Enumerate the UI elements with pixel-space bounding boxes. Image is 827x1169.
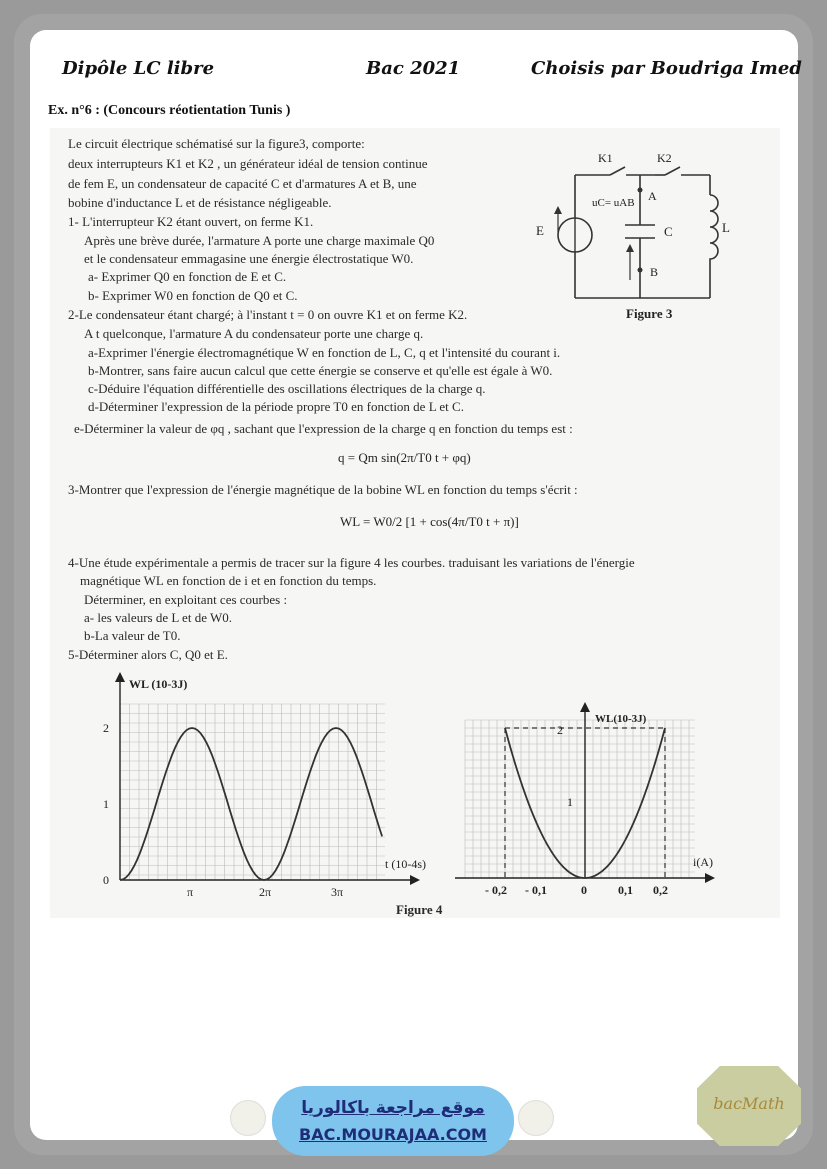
y-axis-label: WL (10-3J)	[129, 677, 188, 691]
figure4-caption: Figure 4	[396, 902, 443, 917]
chart-wl-time	[95, 668, 440, 908]
footer-badge[interactable]	[272, 1086, 514, 1156]
y-tick: 0	[103, 873, 109, 887]
series-wl-time	[120, 728, 382, 880]
question-4a: a- les valeurs de L et de W0.	[84, 610, 232, 625]
y-tick: 1	[103, 797, 109, 811]
question-3: 3-Montrer que l'expression de l'énergie magnétique de la bobine WL en fonction du temps s'écrit :	[68, 482, 578, 497]
intro-line: Le circuit électrique schématisé sur la figure3, comporte:	[68, 136, 365, 151]
bacmath-logo-text: bacMath	[713, 1094, 785, 1113]
label-c: C	[664, 224, 673, 239]
question-1a: a- Exprimer Q0 en fonction de E et C.	[88, 269, 287, 284]
label-uc: uC= uAB	[592, 197, 635, 209]
header-author: Choisis par Boudriga Imed	[531, 58, 802, 79]
site-logo-icon	[230, 1100, 266, 1136]
site-logo-icon	[518, 1100, 554, 1136]
question-2b: b-Montrer, sans faire aucun calcul que cette énergie se conserve et qu'elle est égale à W0.	[88, 363, 553, 378]
exercise-title: Ex. n°6 : (Concours réotientation Tunis )	[48, 103, 291, 118]
x-tick: 0,1	[618, 883, 633, 897]
question-4-line: Déterminer, en exploitant ces courbes :	[84, 592, 288, 607]
intro-line: deux interrupteurs K1 et K2 , un générateur idéal de tension continue	[68, 156, 428, 171]
question-2d: d-Déterminer l'expression de la période propre T0 en fonction de L et C.	[88, 399, 464, 414]
label-a: A	[648, 189, 657, 203]
chart-wl-current	[455, 700, 720, 905]
x-tick: - 0,1	[525, 883, 547, 897]
question-2e: e-Déterminer la valeur de φq , sachant que l'expression de la charge q en fonction du temps est :	[74, 421, 573, 436]
y-tick: 1	[567, 795, 573, 809]
intro-line: de fem E, un condensateur de capacité C et d'armatures A et B, une	[68, 176, 417, 191]
header-topic: Dipôle LC libre	[62, 58, 215, 79]
x-tick: π	[187, 885, 194, 899]
x-tick: - 0,2	[485, 883, 507, 897]
formula-magnetic-energy: WL = W0/2 [1 + cos(4π/T0 t + π)]	[340, 514, 519, 529]
question-2c: c-Déduire l'équation différentielle des oscillations électriques de la charge q.	[88, 381, 486, 396]
x-tick: 2π	[259, 885, 272, 899]
formula-charge: q = Qm sin(2π/T0 t + φq)	[338, 450, 471, 465]
footer-url-link[interactable]: BAC.MOURAJAA.COM	[299, 1125, 487, 1144]
label-k1: K1	[598, 151, 613, 165]
question-5: 5-Déterminer alors C, Q0 et E.	[68, 647, 228, 662]
label-e: E	[536, 223, 544, 238]
label-k2: K2	[657, 151, 672, 165]
x-tick: 3π	[331, 885, 344, 899]
question-2-line: A t quelconque, l'armature A du condensateur porte une charge q.	[84, 326, 424, 341]
question-2: 2-Le condensateur étant chargé; à l'instant t = 0 on ouvre K1 et on ferme K2.	[68, 307, 468, 322]
question-1: 1- L'interrupteur K2 étant ouvert, on ferme K1.	[68, 214, 314, 229]
x-tick: 0	[581, 883, 587, 897]
question-1b: b- Exprimer W0 en fonction de Q0 et C.	[88, 288, 298, 303]
y-tick: 2	[103, 721, 109, 735]
figure3-circuit	[530, 140, 780, 330]
y-axis-label: WL(10-3J)	[595, 713, 647, 725]
figure3-caption: Figure 3	[626, 306, 673, 321]
x-axis-label: t (10-4s)	[385, 857, 426, 871]
x-axis-label: i(A)	[693, 855, 713, 869]
question-1-line: Après une brève durée, l'armature A porte une charge maximale Q0	[84, 233, 435, 248]
y-tick: 2	[557, 723, 563, 737]
question-4-line: magnétique WL en fonction de i et en fonction du temps.	[80, 573, 377, 588]
question-4: 4-Une étude expérimentale a permis de tracer sur la figure 4 les courbes. traduisant les variations de l'énergie	[68, 555, 635, 570]
question-2a: a-Exprimer l'énergie électromagnétique W en fonction de L, C, q et l'intensité du courant i.	[88, 345, 561, 360]
x-tick: 0,2	[653, 883, 668, 897]
label-b: B	[650, 265, 659, 279]
intro-line: bobine d'inductance L et de résistance négligeable.	[68, 195, 332, 210]
footer-site-name[interactable]: موقع مراجعة باكالوريا	[301, 1098, 485, 1118]
label-l: L	[722, 220, 730, 235]
header-year: Bac 2021	[366, 58, 461, 79]
question-4b: b-La valeur de T0.	[84, 628, 181, 643]
question-1-line: et le condensateur emmagasine une énergie électrostatique W0.	[84, 251, 414, 266]
